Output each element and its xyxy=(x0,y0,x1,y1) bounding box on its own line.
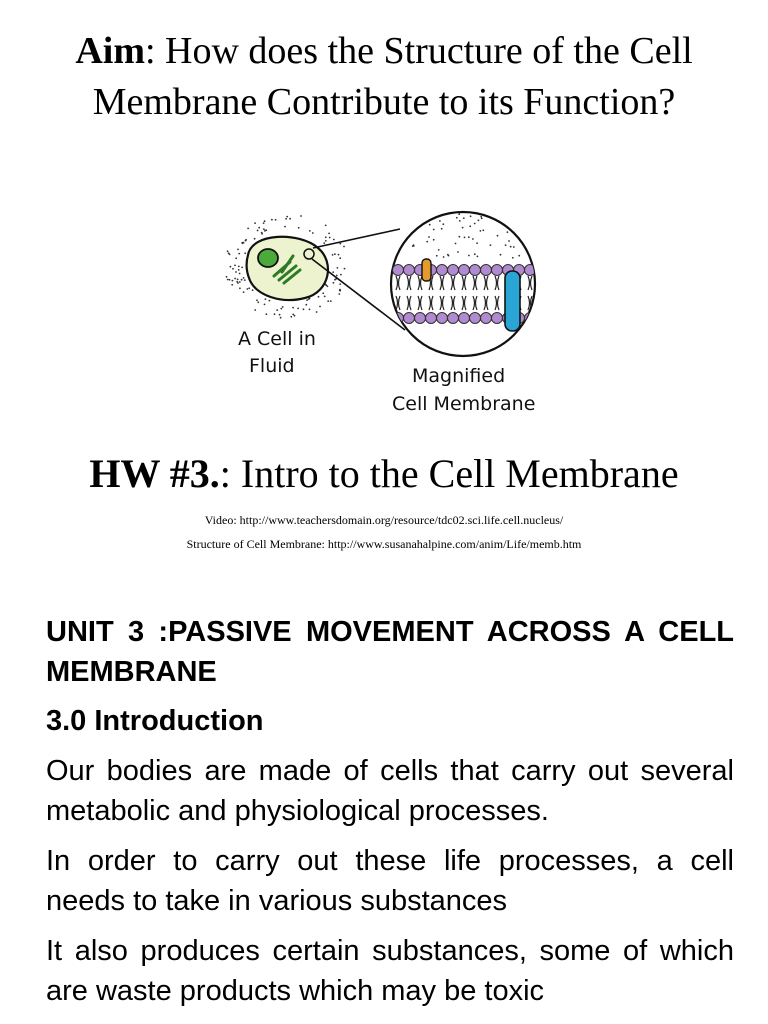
membrane-dot xyxy=(513,214,515,216)
fluid-dot xyxy=(266,313,268,315)
fluid-dot xyxy=(325,236,327,238)
unit-section xyxy=(46,612,734,1011)
membrane-dot xyxy=(518,255,520,257)
membrane-dot xyxy=(428,236,430,238)
orange-protein xyxy=(422,259,431,281)
fluid-dot xyxy=(312,232,314,234)
membrane-dot xyxy=(477,256,479,258)
membrane-dot xyxy=(500,254,502,256)
membrane-dot xyxy=(519,228,521,230)
fluid-dot xyxy=(329,237,331,239)
hw-label: HW #3. xyxy=(89,451,220,496)
fluid-dot xyxy=(337,267,339,269)
fluid-dot xyxy=(282,306,284,308)
membrane-dot xyxy=(468,255,470,257)
fluid-dot xyxy=(274,313,276,315)
fluid-dot xyxy=(238,253,240,255)
fluid-dot xyxy=(230,266,232,268)
phospholipid-head xyxy=(492,313,503,324)
fluid-dot xyxy=(343,246,345,248)
fluid-dot xyxy=(226,276,228,278)
fluid-dot xyxy=(339,289,341,291)
fluid-dot xyxy=(306,299,308,301)
fluid-dot xyxy=(294,315,296,317)
membrane-dot xyxy=(459,236,461,238)
fluid-dot xyxy=(238,269,240,271)
membrane-dot xyxy=(505,244,507,246)
fluid-dot xyxy=(297,308,299,310)
membrane-dot xyxy=(406,222,408,224)
fluid-dot xyxy=(241,279,243,281)
membrane-dot xyxy=(411,227,413,229)
fluid-dot xyxy=(234,278,236,280)
fluid-dot xyxy=(232,280,234,282)
membrane-dot xyxy=(457,251,459,253)
fluid-dot xyxy=(257,230,259,232)
fluid-dot xyxy=(241,267,243,269)
membrane-dot xyxy=(407,227,409,229)
phospholipid-head xyxy=(415,313,426,324)
membrane-dot xyxy=(476,242,478,244)
membrane-dot xyxy=(470,215,472,217)
fluid-dot xyxy=(237,279,239,281)
fluid-dot xyxy=(227,279,229,281)
membrane-dot xyxy=(407,229,409,231)
fluid-dot xyxy=(330,300,332,302)
paragraph-3: It also produces certain substances, some of which are waste products which may be toxic xyxy=(46,935,734,1007)
membrane-dot xyxy=(394,235,396,237)
zoom-line-top xyxy=(313,229,400,248)
fluid-dot xyxy=(248,287,250,289)
fluid-dot xyxy=(235,271,237,273)
membrane-dot xyxy=(512,257,514,259)
fluid-dot xyxy=(339,257,341,259)
fluid-dot xyxy=(339,283,341,285)
membrane-dot xyxy=(433,229,435,231)
cell-label-line2: Fluid xyxy=(249,355,295,377)
fluid-dot xyxy=(332,271,334,273)
aim-question: : How does the Structure of the Cell Membrane Contribute to its Function? xyxy=(92,30,693,123)
phospholipid-head xyxy=(470,313,481,324)
fluid-dot xyxy=(239,287,241,289)
membrane-dot xyxy=(406,219,408,221)
fluid-dot xyxy=(318,296,320,298)
membrane-dot xyxy=(474,253,476,255)
fluid-dot xyxy=(336,275,338,277)
hw-title: : Intro to the Cell Membrane xyxy=(219,451,679,496)
fluid-dot xyxy=(332,254,334,256)
video-link[interactable]: Video: http://www.teachersdomain.org/resource/tdc02.sci.life.cell.nucleus/ xyxy=(204,513,564,527)
membrane-dot xyxy=(510,246,512,248)
fluid-dot xyxy=(298,227,300,229)
fluid-dot xyxy=(263,228,265,230)
membrane-label-line1: Magnified xyxy=(412,365,506,387)
phospholipid-head xyxy=(470,265,481,276)
membrane-dot xyxy=(447,254,449,256)
fluid-dot xyxy=(334,253,336,255)
hw-heading xyxy=(0,450,768,498)
fluid-dot xyxy=(333,239,335,241)
membrane-dot xyxy=(443,256,445,258)
phospholipid-head xyxy=(525,313,536,324)
membrane-dot xyxy=(458,213,460,215)
fluid-dot xyxy=(309,309,311,311)
fluid-dot xyxy=(309,230,311,232)
phospholipid-head xyxy=(393,265,404,276)
membrane-dot xyxy=(462,227,464,229)
membrane-dot xyxy=(482,229,484,231)
unit-heading: UNIT 3 :PASSIVE MOVEMENT ACROSS A CELL MEMBRANE xyxy=(46,616,734,688)
membrane-dot xyxy=(472,238,474,240)
membrane-dot xyxy=(481,218,483,220)
membrane-dot xyxy=(442,223,444,225)
fluid-dot xyxy=(324,296,326,298)
fluid-dot xyxy=(241,242,243,244)
membrane-dot xyxy=(402,224,404,226)
fluid-dot xyxy=(327,285,329,287)
membrane-dot xyxy=(480,216,482,218)
cell-label-line1: A Cell in xyxy=(238,328,316,350)
membrane-dot xyxy=(408,231,410,233)
paragraph-2: In order to carry out these life processes, a cell needs to take in various substances xyxy=(46,845,734,917)
cell-membrane-diagram xyxy=(0,0,768,440)
fluid-dot xyxy=(275,219,277,221)
membrane-dot xyxy=(438,249,440,251)
fluid-dot xyxy=(254,222,256,224)
fluid-dot xyxy=(305,304,307,306)
membrane-dot xyxy=(508,240,510,242)
membrane-dot xyxy=(429,224,431,226)
fluid-dot xyxy=(325,225,327,227)
nucleus xyxy=(258,249,278,267)
fluid-dot xyxy=(316,311,318,313)
phospholipid-head xyxy=(437,265,448,276)
channel-protein xyxy=(505,271,520,331)
membrane-label-line2: Cell Membrane xyxy=(392,393,536,415)
fluid-dot xyxy=(325,240,327,242)
fluid-dot xyxy=(244,252,246,254)
fluid-dot xyxy=(286,216,288,218)
membrane-dot xyxy=(401,229,403,231)
fluid-dot xyxy=(279,314,281,316)
fluid-dot xyxy=(247,228,249,230)
membrane-dot xyxy=(441,228,443,230)
membrane-dot xyxy=(507,231,509,233)
fluid-dot xyxy=(237,249,239,251)
membrane-dot xyxy=(480,230,482,232)
fluid-dot xyxy=(269,300,271,302)
fluid-dot xyxy=(280,317,282,319)
fluid-dot xyxy=(227,250,229,252)
fluid-dot xyxy=(303,308,305,310)
membrane-dot xyxy=(406,219,408,221)
fluid-dot xyxy=(322,292,324,294)
fluid-dot xyxy=(264,304,266,306)
resource-links xyxy=(0,508,768,556)
fluid-dot xyxy=(289,218,291,220)
membrane-dot xyxy=(410,228,412,230)
membrane-dot xyxy=(426,241,428,243)
phospholipid-head xyxy=(459,313,470,324)
fluid-dot xyxy=(231,284,233,286)
fluid-dot xyxy=(254,309,256,311)
membrane-dot xyxy=(397,227,399,229)
phospholipid-head xyxy=(426,313,437,324)
membrane-dot xyxy=(523,240,525,242)
phospholipid-head xyxy=(448,313,459,324)
paragraph-1: Our bodies are made of cells that carry out several metabolic and physiological processes. xyxy=(46,755,734,827)
phospholipid-head xyxy=(448,265,459,276)
phospholipid-head xyxy=(404,265,415,276)
fluid-dot xyxy=(338,254,340,256)
fluid-dot xyxy=(257,301,259,303)
membrane-dot xyxy=(463,217,465,219)
phospholipid-head xyxy=(492,265,503,276)
cell-outline xyxy=(247,237,328,300)
membrane-dot xyxy=(456,217,458,219)
membrane-dot xyxy=(529,240,531,242)
membrane-dot xyxy=(468,236,470,238)
fluid-dot xyxy=(243,291,245,293)
phospholipid-head xyxy=(404,313,415,324)
fluid-dot xyxy=(333,282,335,284)
membrane-dot xyxy=(396,224,398,226)
phospholipid-head xyxy=(481,265,492,276)
fluid-dot xyxy=(328,233,330,235)
fluid-dot xyxy=(280,308,282,310)
membrane-dot xyxy=(459,220,461,222)
fluid-dot xyxy=(232,268,234,270)
fluid-dot xyxy=(256,299,258,301)
membrane-dot xyxy=(490,244,492,246)
membrane-dot xyxy=(474,223,476,225)
phospholipid-head xyxy=(481,313,492,324)
fluid-dot xyxy=(327,300,329,302)
membrane-dot xyxy=(469,225,471,227)
membrane-dot xyxy=(436,255,438,257)
fluid-dot xyxy=(245,240,247,242)
fluid-dot xyxy=(229,279,231,281)
membrane-dot xyxy=(513,246,515,248)
membrane-dot xyxy=(455,243,457,245)
membrane-dot xyxy=(433,239,435,241)
membrane-dot xyxy=(413,244,415,246)
fluid-dot xyxy=(300,215,302,217)
fluid-dot xyxy=(254,238,256,240)
fluid-dot xyxy=(239,273,241,275)
fluid-dot xyxy=(228,252,230,254)
fluid-dot xyxy=(323,242,325,244)
fluid-dot xyxy=(292,307,294,309)
fluid-dot xyxy=(239,281,241,283)
fluid-dot xyxy=(263,222,265,224)
fluid-dot xyxy=(238,266,240,268)
fluid-dot xyxy=(265,298,267,300)
fluid-dot xyxy=(237,282,239,284)
fluid-dot xyxy=(243,277,245,279)
fluid-dot xyxy=(258,227,260,229)
aim-label: Aim xyxy=(75,30,145,72)
fluid-dot xyxy=(338,293,340,295)
phospholipid-head xyxy=(459,265,470,276)
fluid-dot xyxy=(261,232,263,234)
fluid-dot xyxy=(290,316,292,318)
fluid-dot xyxy=(271,219,273,221)
fluid-dot xyxy=(284,226,286,228)
membrane-dot xyxy=(439,220,441,222)
fluid-dot xyxy=(334,279,336,281)
fluid-dot xyxy=(285,218,287,220)
structure-link[interactable]: Structure of Cell Membrane: http://www.susanahalpine.com/anim/Life/memb.htm xyxy=(186,537,582,551)
membrane-dot xyxy=(478,219,480,221)
fluid-dot xyxy=(344,268,346,270)
fluid-dot xyxy=(264,220,266,222)
membrane-dot xyxy=(418,213,420,215)
fluid-dot xyxy=(340,274,342,276)
fluid-dot xyxy=(319,306,321,308)
fluid-dot xyxy=(246,288,248,290)
phospholipid-head xyxy=(437,313,448,324)
section-heading: 3.0 Introduction xyxy=(46,705,264,737)
fluid-dot xyxy=(234,265,236,267)
membrane-dot xyxy=(464,237,466,239)
fluid-dot xyxy=(235,257,237,259)
fluid-dot xyxy=(276,309,278,311)
membrane-dot xyxy=(497,235,499,237)
fluid-dot xyxy=(244,279,246,281)
fluid-dot xyxy=(292,314,294,316)
fluid-dot xyxy=(265,229,267,231)
fluid-dot xyxy=(252,289,254,291)
